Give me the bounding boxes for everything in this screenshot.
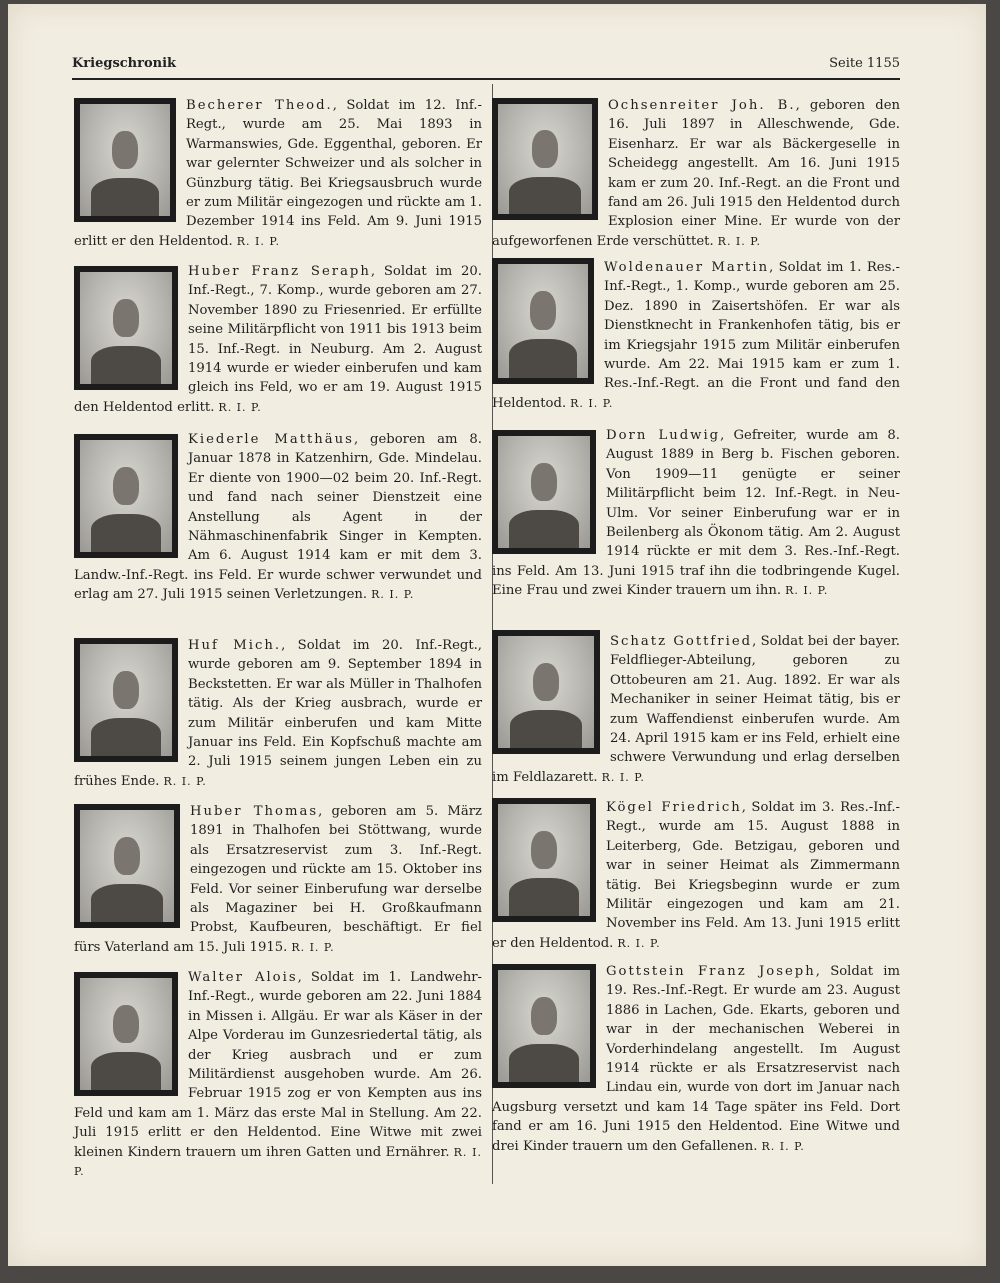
page-header [72,48,900,80]
rip-mark: R. I. P. [291,940,335,954]
soldier-name: Dorn Ludwig [606,428,721,443]
photo-spacer [74,636,188,760]
page-number: Seite 1155 [829,56,900,71]
rip-mark: R. I. P. [717,234,761,248]
obituary-text: , Soldat im 1. Landwehr-Inf.-Regt., wurde geboren am 22. Juni 1884 in Missen i. Allgäu. Er war als Käser in der Alpe Vorderau im Gunzesriedertal tätig, als der Krieg ausbrach und er zum Militärdienst ausgehoben wurde. Am 26. Februar 1915 zog er von Kempten aus ins Feld und kam am 1. März das erste Mal in Stellung. Am 22. Juli 1915 erlitt er den Heldentod. Eine Witwe mit zwei kleinen Kindern trauern um ihren Gatten und Ernährer. [74,970,482,1160]
photo-spacer [492,426,606,552]
photo-spacer [74,430,188,556]
rip-mark: R. I. P. [601,770,645,784]
photo-spacer [74,968,188,1094]
photo-spacer [492,258,604,382]
obituary-text: , Soldat im 19. Res.-Inf.-Regt. Er wurde am 23. August 1886 in Lachen, Gde. Ekarts, geboren und war in der mechanischen Weberei in Vorderhindelang angestellt. Im August 1914 rückte er als Ersatzreservist nach Lindau ein, wurde von dort im Januar nach Augsburg versetzt und kam 14 Tage später ins Feld. Dort fand er am 16. Juni 1915 den Heldentod. Eine Witwe und drei Kinder trauern um den Gefallenen. [492,964,900,1154]
soldier-name: Huber Thomas [190,804,319,819]
rip-mark: R. I. P. [74,1145,482,1179]
soldier-name: Schatz Gottfried [610,634,753,649]
rip-mark: R. I. P. [371,588,415,602]
photo-spacer [492,798,606,920]
soldier-name: Kögel Friedrich [606,800,742,815]
photo-spacer [492,632,610,752]
rip-mark: R. I. P. [761,1139,805,1153]
soldier-name: Walter Alois [188,970,298,985]
obituary-text: , Soldat im 20. Inf.-Regt., wurde geboren am 9. September 1894 in Beckstetten. Er war als Müller in Thalhofen tätig. Als der Krieg ausbrach, wurde er zum Militär einberufen und kam Mitte Januar ins Feld. Ein Kopfschuß machte am 2. Juli 1915 seinem jungen Leben ein zu frühes Ende. [74,638,482,789]
soldier-name: Kiederle Matthäus [188,432,354,447]
rip-mark: R. I. P. [218,400,262,414]
chronicle-title: Kriegschronik [72,56,177,71]
photo-spacer [74,96,186,220]
obituary-text: , Soldat im 20. Inf.-Regt., 7. Komp., wurde geboren am 27. November 1890 zu Friesenried. Er erfüllte seine Militärpflicht von 1911 bis 1913 beim 15. Inf.-Regt. in Neuburg. Am 2. August 1914 wurde er wieder einberufen und kam gleich ins Feld, wo er am 19. August 1915 den Heldentod erlitt. [74,264,482,415]
obituary-text: , Gefreiter, wurde am 8. August 1889 in Berg b. Fischen geboren. Von 1909—11 genügte er seiner Militärpflicht beim 12. Inf.-Regt. in Neu-Ulm. Vor seiner Einberufung war er in Beilenberg als Ökonom tätig. Am 2. August 1914 rückte er mit dem 3. Res.-Inf.-Regt. ins Feld. Am 13. Juni 1915 traf ihn die todbringende Kugel. Eine Frau und zwei Kinder trauern um ihn. [492,428,900,599]
soldier-name: Gottstein Franz Joseph [606,964,816,979]
rip-mark: R. I. P. [163,774,207,788]
page [8,4,986,1266]
soldier-name: Ochsenreiter Joh. B. [608,98,796,113]
photo-spacer [74,802,190,926]
rip-mark: R. I. P. [236,234,280,248]
obituary-text: , Soldat im 3. Res.-Inf.-Regt., wurde am 15. August 1888 in Leiterberg, Gde. Betzigau, geboren und war in seiner Heimat als Zimmermann tätig. Bei Kriegsbeginn wurde er zum Militär eingezogen und kam am 21. November ins Feld. Am 13. Juni 1915 erlitt er den Heldentod. [492,800,900,951]
rip-mark: R. I. P. [617,936,661,950]
soldier-name: Huber Franz Seraph [188,264,371,279]
obituary-text: , geboren am 5. März 1891 in Thalhofen bei Stöttwang, wurde als Ersatzreservist zum 3. Inf.-Regt. eingezogen und rückte am 15. Oktober ins Feld. Vor seiner Einberufung war derselbe als Magaziner bei H. Großkaufmann Probst, Kaufbeuren, beschäftigt. Er fiel fürs Vaterland am 15. Juli 1915. [74,804,482,955]
soldier-name: Woldenauer Martin [604,260,770,275]
rip-mark: R. I. P. [570,396,614,410]
soldier-name: Huf Mich. [188,638,282,653]
obituary-text: , Soldat im 12. Inf.-Regt., wurde am 25. Mai 1893 in Warmanswies, Gde. Eggenthal, geboren. Er war gelernter Schweizer und als solcher in Günzburg tätig. Bei Kriegsausbruch wurde er zum Militär eingezogen und rückte am 1. Dezember 1914 ins Feld. Am 9. Juni 1915 erlitt er den Heldentod. [74,98,482,249]
obituary-text: , Soldat im 1. Res.-Inf.-Regt., 1. Komp., wurde geboren am 25. Dez. 1890 in Zaisertshöfen. Er war als Dienstknecht in Frankenhofen tätig, bis er im Kriegsjahr 1915 zum Militär einberufen wurde. Am 22. Mai 1915 kam er zum 1. Res.-Inf.-Regt. an die Front und fand den Heldentod. [492,260,900,411]
photo-spacer [74,262,188,388]
obituary-text: , geboren den 16. Juli 1897 in Alleschwende, Gde. Eisenharz. Er war als Bäckergeselle in Scheidegg angestellt. Am 16. Juni 1915 kam er zum 20. Inf.-Regt. an die Front und fand am 26. Juli 1915 den Heldentod durch Explosion einer Mine. Er wurde von der aufgeworfenen Erde verschüttet. [492,98,900,249]
photo-spacer [492,962,606,1086]
obituary-text: , Soldat bei der bayer. Feldflieger-Abteilung, geboren zu Ottobeuren am 21. Aug. 1892. Er war als Mechaniker in seiner Heimat tätig, bis er zum Waffendienst einberufen wurde. Am 24. April 1915 kam er ins Feld, erhielt eine schwere Verwundung und erlag derselben im Feldlazarett. [492,634,901,785]
obituary-text: , geboren am 8. Januar 1878 in Katzenhirn, Gde. Mindelau. Er diente von 1900—02 beim 20. Inf.-Regt. und fand nach seiner Dienstzeit eine Anstellung als Agent in der Nähmaschinenfabrik Singer in Kempten. Am 6. August 1914 kam er mit dem 3. Landw.-Inf.-Regt. ins Feld. Er wurde schwer verwundet und erlag am 27. Juli 1915 seinen Verletzungen. [74,432,482,603]
photo-spacer [492,96,608,218]
soldier-name: Becherer Theod. [186,98,333,113]
rip-mark: R. I. P. [785,584,829,598]
